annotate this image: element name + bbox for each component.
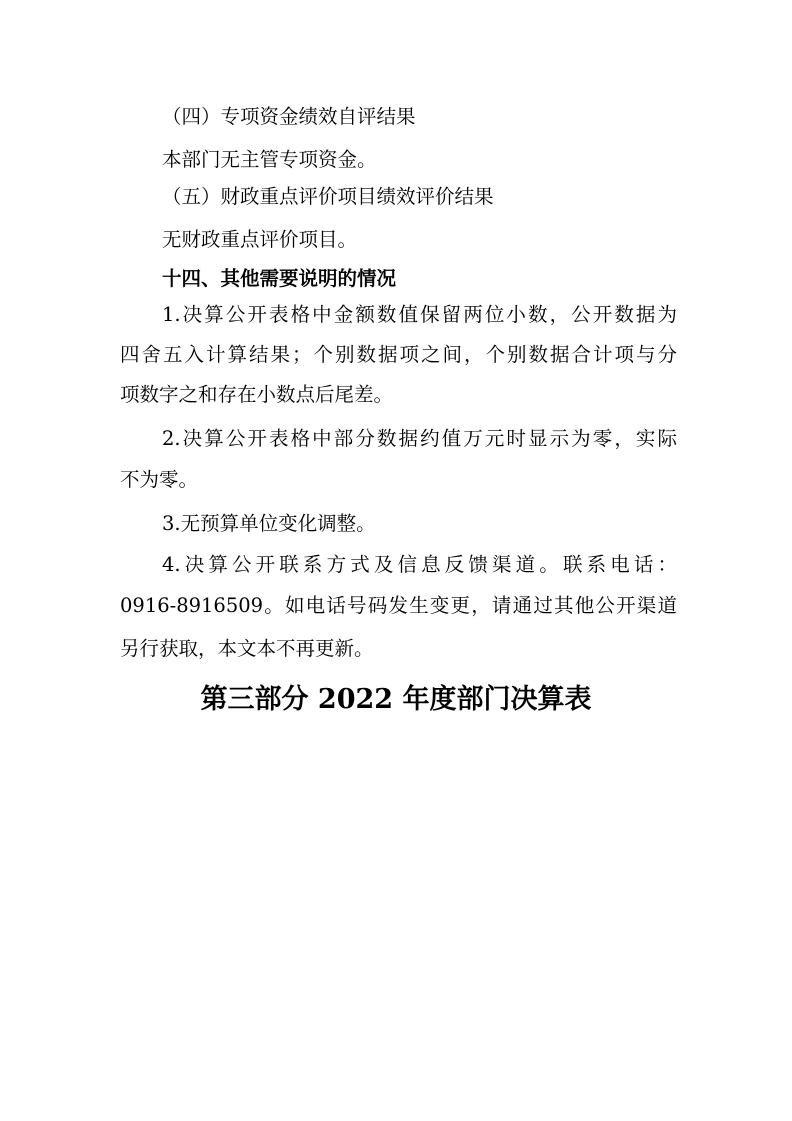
item-3: 3.无预算单位变化调整。 <box>162 512 376 535</box>
section-4-title: （四）专项资金绩效自评结果 <box>162 105 416 128</box>
part-3-heading: 第三部分 2022 年度部门决算表 <box>200 684 592 715</box>
item-2-line-2: 不为零。 <box>120 468 199 491</box>
item-1-line-1: 1.决算公开表格中金额数值保留两位小数，公开数据为 <box>162 303 677 326</box>
item-4-line-1: 4.决算公开联系方式及信息反馈渠道。联系电话： <box>162 553 677 576</box>
section-5-body: 无财政重点评价项目。 <box>162 228 358 251</box>
item-1-line-2: 四舍五入计算结果；个别数据项之间，个别数据合计项与分 <box>120 343 677 366</box>
section-14-heading: 十四、其他需要说明的情况 <box>162 267 397 290</box>
item-4-line-2: 0916-8916509。如电话号码发生变更，请通过其他公开渠道 <box>120 594 677 617</box>
section-4-body: 本部门无主管专项资金。 <box>162 148 377 171</box>
item-4-line-3: 另行获取，本文本不再更新。 <box>120 637 374 660</box>
item-1-line-3: 项数字之和存在小数点后尾差。 <box>120 383 394 406</box>
item-2-line-1: 2.决算公开表格中部分数据约值万元时显示为零，实际 <box>162 427 677 450</box>
section-5-title: （五）财政重点评价项目绩效评价结果 <box>162 185 494 208</box>
